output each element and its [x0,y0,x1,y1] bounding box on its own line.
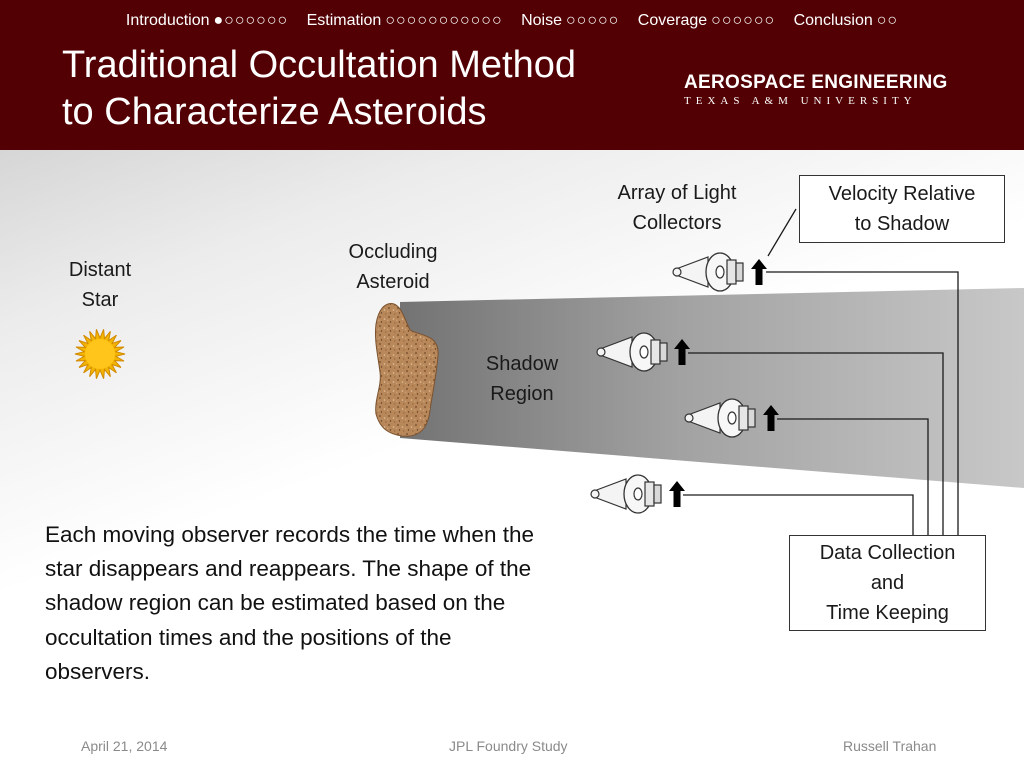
nav-section-conclusion[interactable]: Conclusion ○○ [793,12,899,29]
title-line-2: to Characterize Asteroids [62,91,487,133]
body-paragraph: Each moving observer records the time when the star disappears and reappears. The shape of the shadow region can be estimated based on the occultation times and the positions of the observers. [45,522,534,684]
logo-line-1: AEROSPACE ENGINEERING [684,72,948,93]
nav-section-introduction[interactable]: Introduction ●○○○○○○ [125,12,289,29]
footer-title: JPL Foundry Study [449,738,568,754]
footer-author: Russell Trahan [843,738,937,754]
footer-date: April 21, 2014 [81,738,168,754]
logo-line-2: TEXAS A&M UNIVERSITY [684,95,917,107]
arrow-up-icon [751,259,767,285]
occluding-asteroid-label: Occluding Asteroid [348,241,438,293]
velocity-relative-box: Velocity Relative to Shadow [799,175,1005,243]
telescope-icon [673,253,743,291]
shadow-region-label: Shadow Region [485,353,559,405]
telescope-icon [591,475,661,513]
title-line-1: Traditional Occultation Method [62,44,576,86]
data-collection-box: Data Collection and Time Keeping [789,535,986,631]
nav-section-coverage[interactable]: Coverage ○○○○○○ [637,12,776,29]
distant-star-label: Distant Star [68,259,132,311]
nav-section-estimation[interactable]: Estimation ○○○○○○○○○○○ [306,12,503,29]
nav-section-noise[interactable]: Noise ○○○○○ [521,12,620,29]
velocity-pointer-line [768,209,796,256]
arrow-up-icon [669,481,685,507]
light-collectors-label: Array of Light Collectors [617,182,737,234]
sun-icon [75,329,125,378]
